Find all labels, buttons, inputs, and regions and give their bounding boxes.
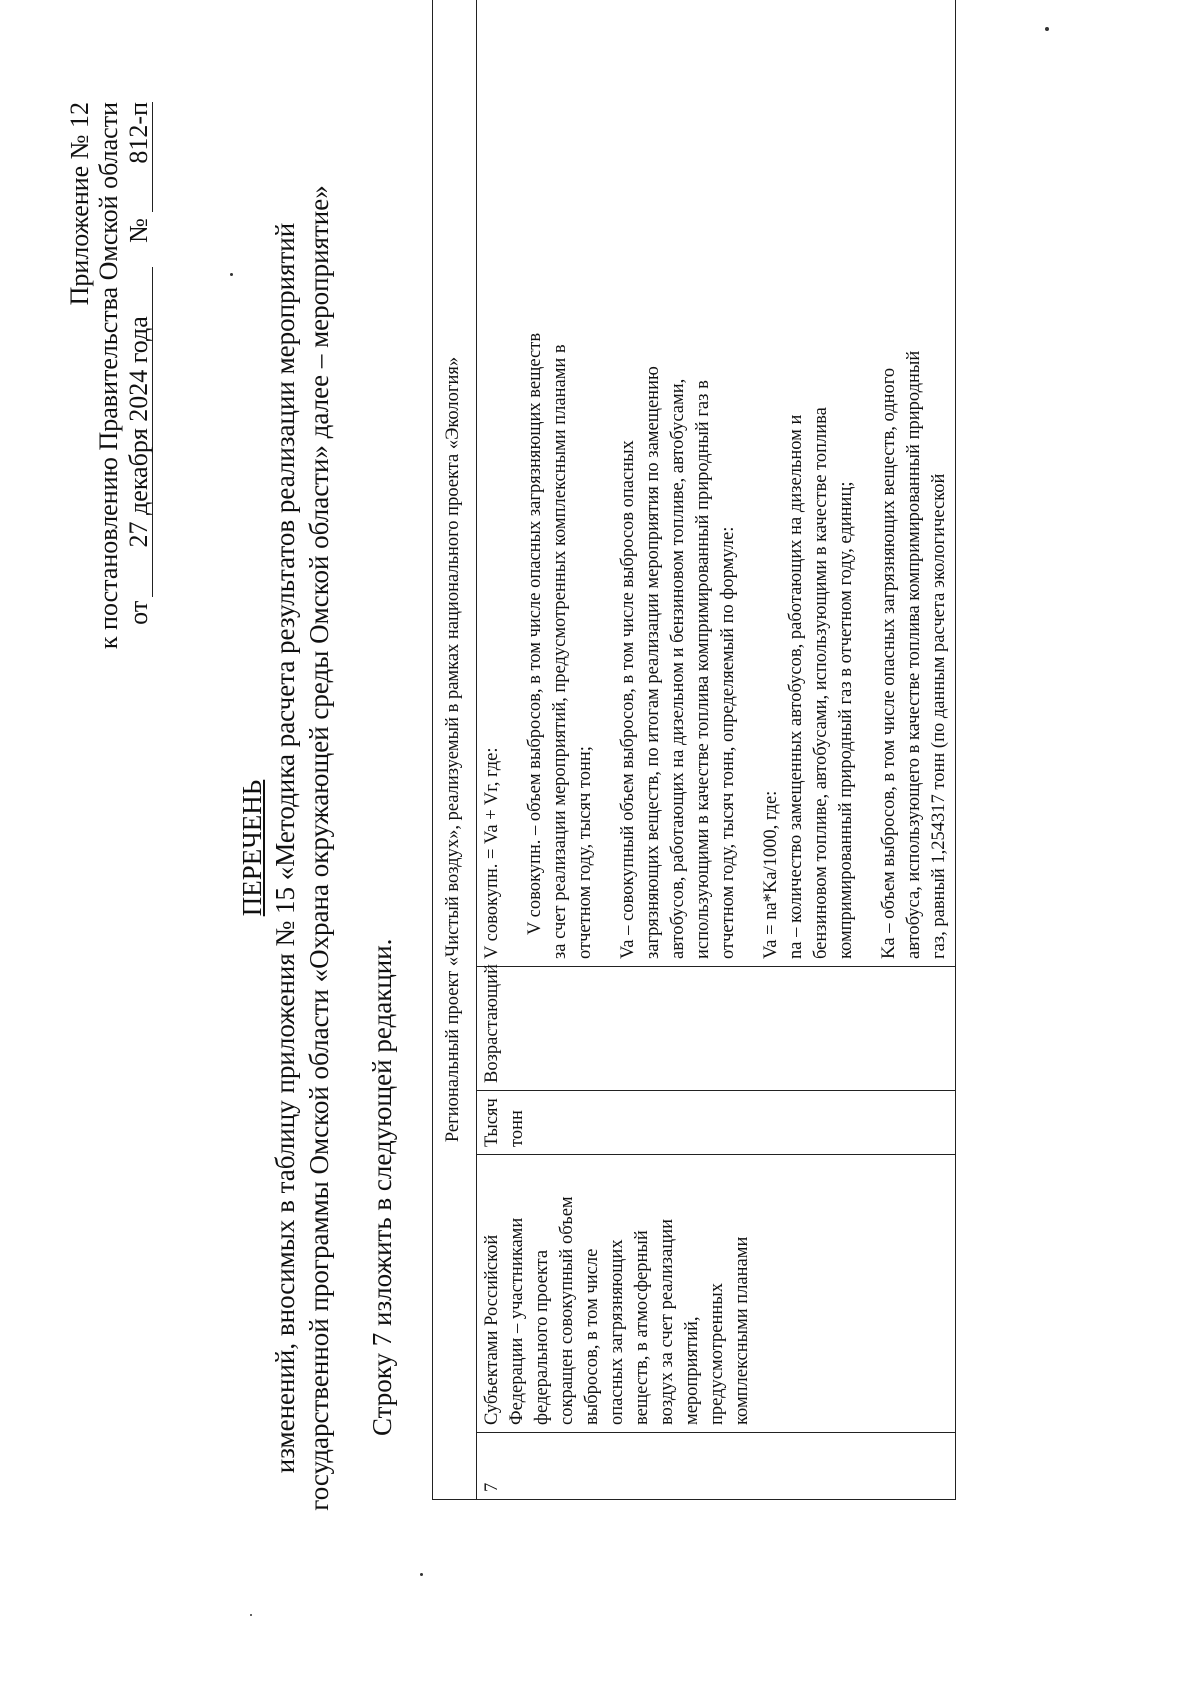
method-line: na – количество замещенных автобусов, работающих на дизельном и	[786, 414, 806, 959]
scan-speck	[250, 1614, 252, 1616]
method-line: автобуса, использующего в качестве топлива компримированный природный	[904, 350, 924, 959]
section-header: Региональный проект «Чистый воздух», реализуемый в рамках национального проекта «Экология»	[433, 0, 477, 1500]
method-line: отчетном году, тысяч тонн, определяемый по формуле:	[718, 526, 738, 959]
method-paragraph	[480, 7, 505, 959]
method-paragraph	[877, 7, 952, 959]
method-line: V совокупн. – объем выбросов, в том числе опасных загрязняющих веществ	[525, 332, 545, 935]
amendment-table	[432, 0, 956, 1500]
name-line: Субъектами Российской	[482, 1234, 502, 1425]
unit-line: тонн	[507, 1110, 527, 1147]
method-line: Va = na*Ka/1000, где:	[761, 790, 781, 959]
name-line: выбросов, в том числе	[582, 1248, 602, 1425]
method-line: отчетном году, тысяч тонн;	[575, 746, 595, 959]
method-line: компримированный природный газ в отчетном году, единиц;	[836, 481, 856, 959]
row-number: 7	[477, 1433, 956, 1500]
document-number: 812-п	[126, 102, 153, 212]
method-paragraph	[616, 7, 741, 959]
number-label: №	[124, 218, 153, 243]
name-line: сокращен совокупный объем	[557, 1196, 577, 1425]
indicator-name	[477, 1155, 956, 1433]
method-line: бензиновом топливе, автобусами, использующими в качестве топлива	[811, 407, 831, 959]
appendix-date-line	[126, 102, 153, 625]
name-line: веществ, в атмосферный	[632, 1230, 652, 1425]
name-line: комплексными планами	[732, 1236, 752, 1425]
name-line: опасных загрязняющих	[607, 1239, 627, 1425]
name-line: Федерации – участниками	[507, 1217, 527, 1425]
unit-cell	[477, 1091, 956, 1155]
method-line: Va – совокупный объем выбросов, в том числе выбросов опасных	[618, 440, 638, 959]
method-line: за счет реализации мероприятий, предусмотренных комплексными планами в	[550, 344, 570, 959]
appendix-title: Приложение № 12	[65, 102, 94, 306]
intro-line-1: изменений, вносимых в таблицу приложения № 15 «Методика расчета результатов реализации мероприятий	[270, 222, 300, 1474]
name-line: федерального проекта	[532, 1249, 552, 1425]
method-paragraph	[759, 7, 859, 959]
from-label: от	[124, 600, 153, 625]
method-line: загрязняющих веществ, по итогам реализации мероприятия по замещению	[643, 366, 663, 959]
instruction-text: Строку 7 изложить в следующей редакции.	[367, 938, 397, 1436]
scan-speck	[1045, 27, 1049, 31]
name-line: предусмотренных	[707, 1283, 727, 1425]
method-line: использующими в качестве топлива компримированный природный газ в	[693, 380, 713, 959]
method-line: автобусов, работающих на дизельном и бензиновом топливе, автобусами,	[668, 378, 688, 959]
name-line: воздух за счет реализации	[657, 1219, 677, 1425]
name-line: мероприятий,	[682, 1316, 702, 1425]
method-cell	[477, 0, 956, 967]
scan-speck	[420, 1573, 423, 1576]
method-line: V совокупн. = Va + Vг, где:	[482, 747, 502, 959]
intro-line-2: государственной программы Омской области «Охрана окружающей среды Омской области» далее – мероприятие»	[304, 185, 334, 1511]
appendix-subtitle: к постановлению Правительства Омской области	[94, 102, 123, 650]
unit-line: Тысяч	[482, 1098, 502, 1147]
document-title: ПЕРЕЧЕНЬ	[237, 779, 267, 917]
scan-speck	[230, 273, 233, 276]
section-header-row	[433, 0, 477, 1500]
document-date: 27 декабря 2024 года	[126, 267, 153, 597]
method-line: газ, равный 1,254317 тонн (по данным расчета экологической	[929, 473, 949, 959]
method-line: Ka – объем выбросов, в том числе опасных загрязняющих веществ, одного	[879, 367, 899, 959]
method-paragraph	[523, 7, 598, 959]
table-row	[477, 0, 956, 1500]
trend-cell: Возрастающий	[477, 967, 956, 1091]
